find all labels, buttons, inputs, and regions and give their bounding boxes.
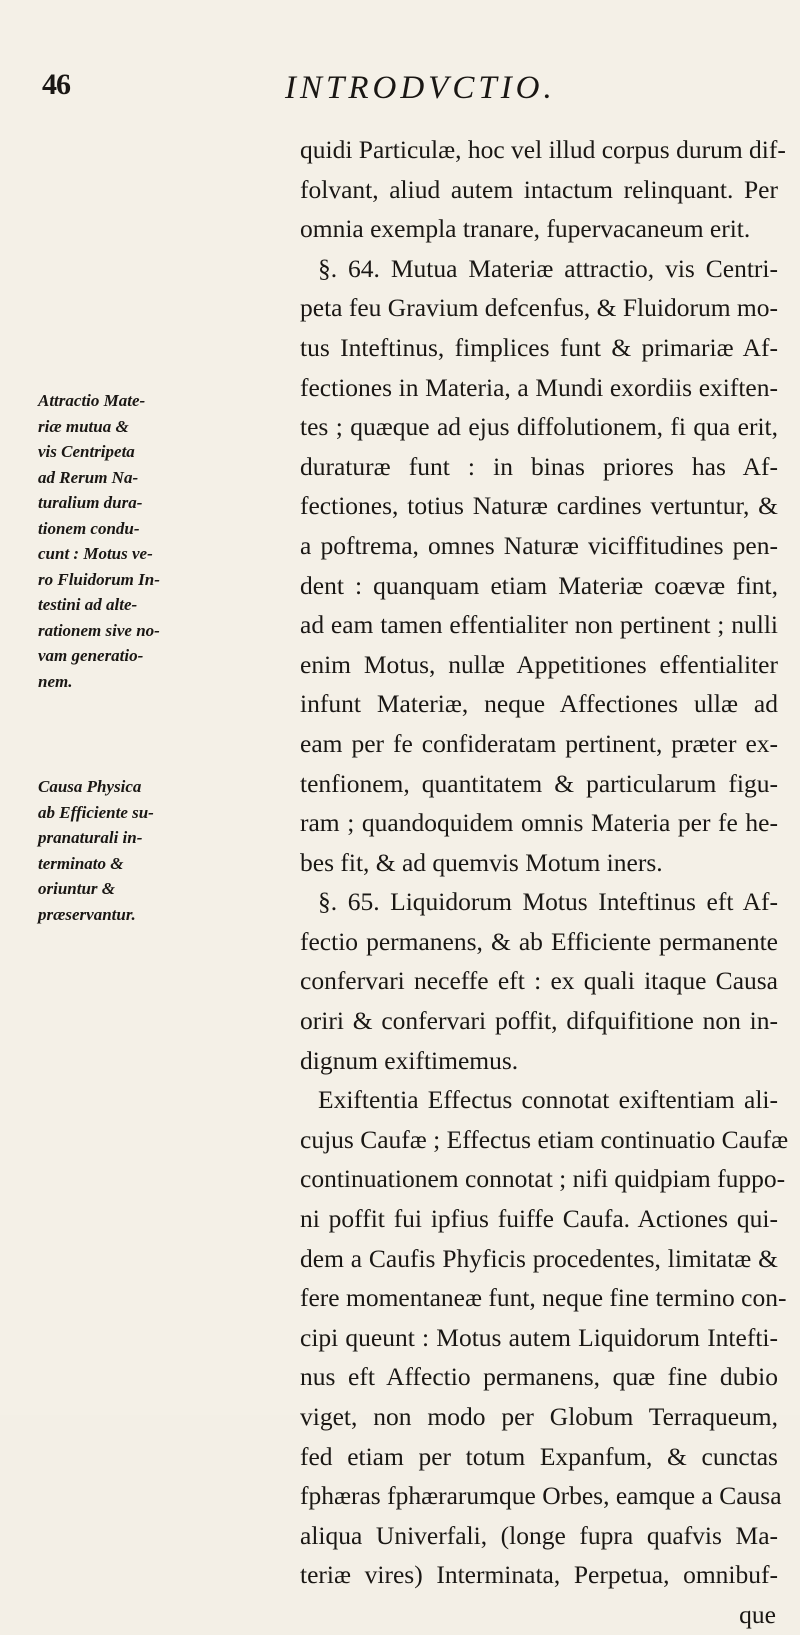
text-line: fphæras fphærarumque Orbes, eamque a Causa bbox=[300, 1481, 782, 1511]
text-line: fectiones in Materia, a Mundi exordiis exiften- bbox=[300, 372, 778, 402]
text-line: bes fit, & ad quemvis Motum iners. bbox=[300, 847, 663, 877]
marginal-line: oriuntur & bbox=[38, 879, 116, 898]
text-line: peta feu Gravium defcenfus, & Fluidorum mo- bbox=[300, 293, 779, 323]
marginal-line: ro Fluidorum In- bbox=[38, 569, 160, 589]
text-line: dent : quanquam etiam Materiæ coævæ fint, bbox=[300, 570, 778, 600]
marginal-line: pranaturali in- bbox=[38, 828, 143, 847]
text-line: oriri & confervari poffit, difquifitione non in- bbox=[300, 1006, 778, 1036]
marginal-line: ab Efficiente su- bbox=[38, 802, 154, 822]
text-line: fere momentaneæ funt, neque fine termino con- bbox=[300, 1283, 787, 1313]
paragraph-64-start: §. 64. Mutua Materiæ attractio, vis Centri- bbox=[318, 253, 778, 283]
paragraph-existentia-start: Exiftentia Effectus connotat exiftentiam ali- bbox=[318, 1085, 778, 1115]
text-line: cujus Caufæ ; Effectus etiam continuatio Caufæ bbox=[300, 1124, 789, 1154]
text-line: folvant, aliud autem intactum relinquant. Per bbox=[300, 174, 778, 204]
text-line: nus eft Affectio permanens, quæ fine dubio bbox=[300, 1362, 778, 1392]
text-line: viget, non modo per Globum Terraqueum, bbox=[300, 1402, 778, 1431]
marginal-line: tionem condu- bbox=[38, 518, 140, 538]
running-title: INTRODVCTIO. bbox=[285, 70, 556, 106]
text-line: a poftrema, omnes Naturæ viciffitudines pen- bbox=[300, 530, 778, 560]
marginal-line: vam generatio- bbox=[38, 646, 144, 665]
text-line: confervari neceffe eft : ex quali itaque Causa bbox=[300, 966, 778, 996]
text-line: enim Motus, nullæ Appetitiones effentialiter bbox=[300, 649, 778, 679]
page-number: 46 bbox=[42, 68, 70, 101]
main-text-column bbox=[300, 130, 789, 1635]
marginal-line: cunt : Motus ve- bbox=[38, 544, 153, 563]
text-line: ram ; quandoquidem omnis Materia per fe he- bbox=[300, 808, 778, 838]
text-line: fectiones, totius Naturæ cardines vertuntur, & bbox=[300, 491, 778, 521]
marginal-line: riæ mutua & bbox=[38, 416, 129, 436]
text-line: fed etiam per totum Expanfum, & cunctas bbox=[300, 1441, 778, 1471]
marginal-line: præservantur. bbox=[38, 904, 136, 924]
text-line: quidi Particulæ, hoc vel illud corpus durum dif- bbox=[300, 135, 786, 164]
text-line: ad eam tamen effentialiter non pertinent ; nulli bbox=[300, 610, 778, 640]
text-line: tes ; quæque ad ejus diffolutionem, fi qua erit, bbox=[300, 412, 778, 442]
marginal-line: rationem sive no- bbox=[38, 620, 160, 640]
text-line: ni poffit fui ipfius fuiffe Caufa. Actiones qui- bbox=[300, 1204, 778, 1234]
marginal-line: nem. bbox=[38, 671, 73, 691]
text-line: continuationem connotat ; nifi quidpiam fuppo- bbox=[300, 1164, 786, 1194]
text-line: eam per fe confideratam pertinent, præter ex- bbox=[300, 728, 778, 758]
marginal-line: Causa Physica bbox=[38, 777, 142, 796]
catchword: que bbox=[739, 1599, 776, 1629]
text-line: duraturæ funt : in binas priores has Af- bbox=[300, 451, 778, 481]
text-line: teriæ vires) Interminata, Perpetua, omnibuf- bbox=[300, 1560, 778, 1590]
text-line: dem a Caufis Phyficis procedentes, limitatæ & bbox=[300, 1243, 778, 1273]
paragraph-65-start: §. 65. Liquidorum Motus Inteftinus eft Af- bbox=[318, 887, 778, 917]
text-line: tenfionem, quantitatem & particularum figu- bbox=[300, 768, 778, 798]
marginal-line: Attractio Mate- bbox=[38, 391, 146, 410]
marginal-line: testini ad alte- bbox=[38, 595, 138, 614]
text-line: aliqua Univerfali, (longe fupra quafvis Ma- bbox=[300, 1520, 778, 1550]
text-line: tus Inteftinus, fimplices funt & primariæ Af- bbox=[300, 332, 778, 362]
marginal-note-physical-cause bbox=[38, 774, 288, 927]
marginal-line: vis Centripeta bbox=[38, 442, 135, 461]
text-line: dignum exiftimemus. bbox=[300, 1045, 519, 1075]
text-line: cipi queunt : Motus autem Liquidorum Intefti- bbox=[300, 1322, 778, 1352]
text-line: infunt Materiæ, neque Affectiones ullæ ad bbox=[300, 689, 778, 719]
marginal-line: turalium dura- bbox=[38, 493, 143, 512]
text-line: fectio permanens, & ab Efficiente permanente bbox=[300, 926, 778, 956]
marginal-line: terminato & bbox=[38, 853, 124, 873]
marginal-line: ad Rerum Na- bbox=[38, 467, 139, 487]
marginal-note-attraction bbox=[38, 388, 288, 694]
text-line: omnia exempla tranare, fupervacaneum erit. bbox=[300, 214, 751, 244]
